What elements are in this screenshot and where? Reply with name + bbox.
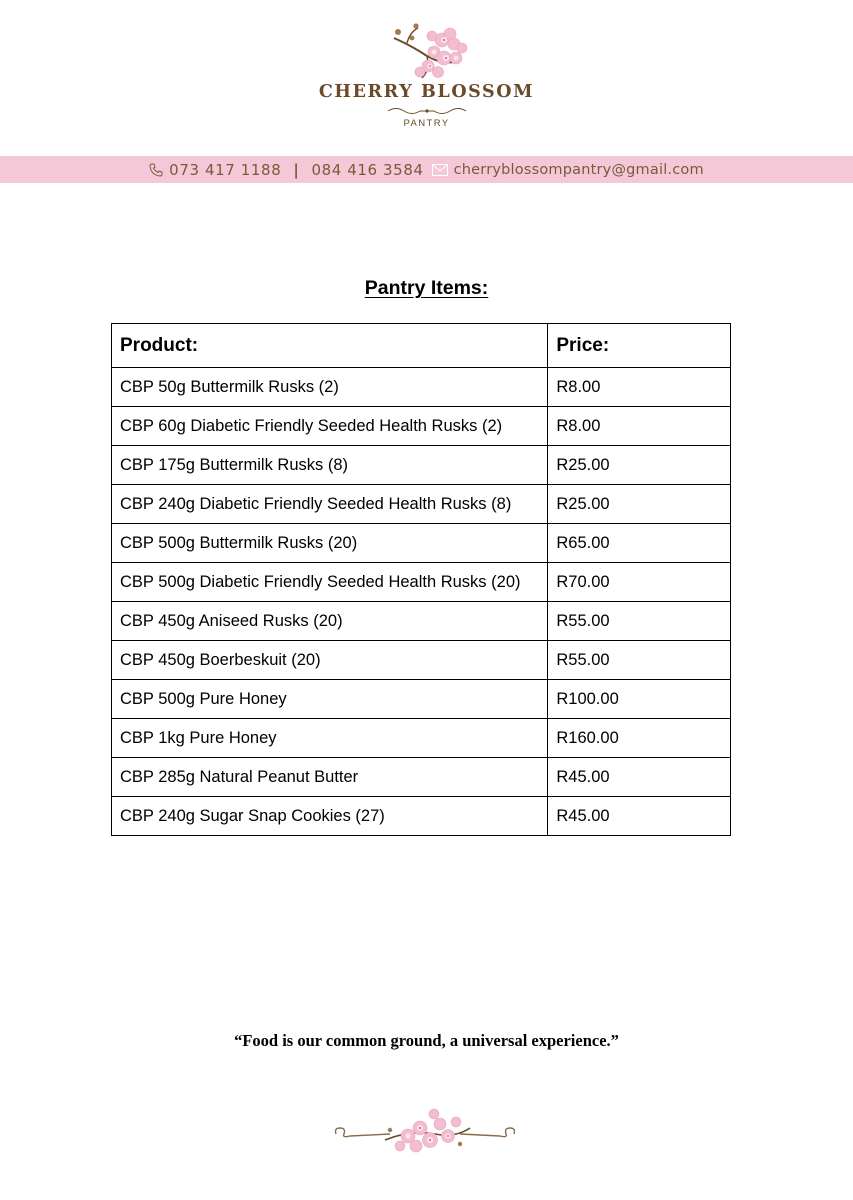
mail-icon: [432, 164, 448, 176]
phone-number-1[interactable]: 073 417 1188: [169, 160, 282, 179]
table-row: [112, 680, 731, 719]
price-cell: R65.00: [548, 524, 731, 563]
product-cell: CBP 450g Aniseed Rusks (20): [112, 602, 548, 641]
product-cell: CBP 1kg Pure Honey: [112, 719, 548, 758]
footer-quote: “Food is our common ground, a universal experience.”: [234, 1031, 619, 1050]
price-cell: R8.00: [548, 407, 731, 446]
price-cell: R45.00: [548, 797, 731, 836]
cherry-blossom-icon: [372, 18, 482, 84]
product-cell: CBP 450g Boerbeskuit (20): [112, 641, 548, 680]
price-cell: R45.00: [548, 758, 731, 797]
table-header-row: [112, 324, 731, 368]
table-row: [112, 719, 731, 758]
product-cell: CBP 50g Buttermilk Rusks (2): [112, 368, 548, 407]
price-cell: R70.00: [548, 563, 731, 602]
price-cell: R8.00: [548, 368, 731, 407]
page-title: Pantry Items:: [364, 277, 489, 299]
flourish-icon: [384, 106, 470, 116]
table-row: [112, 524, 731, 563]
phone-number-2[interactable]: 084 416 3584: [311, 160, 424, 179]
product-cell: CBP 500g Pure Honey: [112, 680, 548, 719]
brand-logo: [0, 18, 853, 129]
price-cell: R55.00: [548, 602, 731, 641]
table-row: [112, 797, 731, 836]
brand-name: CHERRY BLOSSOM: [318, 82, 535, 102]
table-row: [112, 758, 731, 797]
price-table: [111, 323, 731, 836]
footer-blossom-icon: [330, 1100, 520, 1160]
header-product: Product:: [112, 324, 548, 368]
phone-icon: [149, 163, 163, 177]
table-row: [112, 641, 731, 680]
price-cell: R160.00: [548, 719, 731, 758]
product-cell: CBP 240g Sugar Snap Cookies (27): [112, 797, 548, 836]
product-cell: CBP 500g Buttermilk Rusks (20): [112, 524, 548, 563]
product-cell: CBP 500g Diabetic Friendly Seeded Health Rusks (20): [112, 563, 548, 602]
price-cell: R55.00: [548, 641, 731, 680]
product-cell: CBP 240g Diabetic Friendly Seeded Health Rusks (8): [112, 485, 548, 524]
table-row: [112, 368, 731, 407]
table-row: [112, 446, 731, 485]
contact-separator: |: [293, 160, 300, 179]
price-cell: R100.00: [548, 680, 731, 719]
table-row: [112, 602, 731, 641]
table-row: [112, 563, 731, 602]
product-cell: CBP 285g Natural Peanut Butter: [112, 758, 548, 797]
table-row: [112, 407, 731, 446]
header-price: Price:: [548, 324, 731, 368]
table-row: [112, 485, 731, 524]
brand-subtitle: PANTRY: [403, 118, 450, 129]
price-cell: R25.00: [548, 485, 731, 524]
price-cell: R25.00: [548, 446, 731, 485]
contact-band: [0, 156, 853, 183]
product-cell: CBP 175g Buttermilk Rusks (8): [112, 446, 548, 485]
email-link[interactable]: cherryblossompantry@gmail.com: [453, 161, 704, 178]
product-cell: CBP 60g Diabetic Friendly Seeded Health Rusks (2): [112, 407, 548, 446]
